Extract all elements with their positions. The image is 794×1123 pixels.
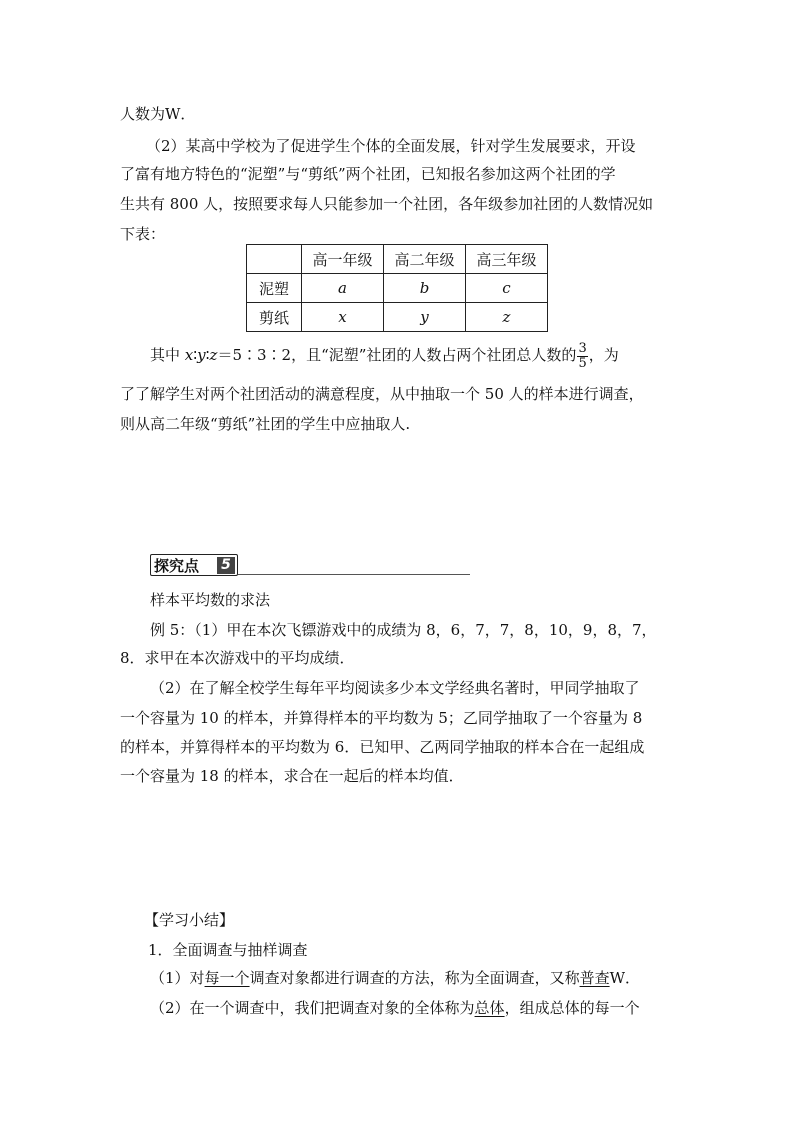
- problem2-line-4: 下表：: [120, 225, 166, 243]
- line-prefix: 其中: [150, 346, 185, 364]
- table-cell: b: [384, 274, 466, 303]
- table-header-cell: 高二年级: [384, 245, 466, 274]
- table-row: [247, 274, 548, 303]
- after-table-line-2: 了了解学生对两个社团活动的满意程度，从中抽取一个 50 人的样本进行调查，: [120, 385, 644, 403]
- line-suffix: ，为: [588, 346, 619, 364]
- table-header-cell: 高一年级: [302, 245, 384, 274]
- table-cell: z: [466, 303, 548, 332]
- problem2-line-1: （2）某高中学校为了促进学生个体的全面发展，针对学生发展要求，开设: [146, 137, 636, 155]
- table-header-cell: [247, 245, 302, 274]
- table-row-label: 剪纸: [247, 303, 302, 332]
- table-cell: y: [384, 303, 466, 332]
- table-header-cell: 高三年级: [466, 245, 548, 274]
- section-badge-label: 探究点: [154, 557, 200, 575]
- example5-line-6: 一个容量为 18 的样本，求合在一起后的样本均值．: [120, 767, 464, 785]
- club-table: [246, 244, 548, 332]
- example5-line-5: 的样本，并算得样本的平均数为 6．已知甲、乙两同学抽取的样本合在一起组成: [120, 738, 645, 756]
- section-header: [150, 554, 470, 578]
- problem2-line-3: 生共有 800 人，按照要求每人只能参加一个社团，各年级参加社团的人数情况如: [120, 195, 654, 213]
- section-rule: [238, 574, 470, 575]
- section-badge: [150, 554, 238, 576]
- table-cell: c: [466, 274, 548, 303]
- ratio-var-x: x: [184, 346, 194, 364]
- text-part: （1）对: [150, 969, 205, 987]
- underlined-term: 普查: [579, 969, 610, 987]
- text-part: W．: [609, 969, 641, 987]
- example5-line-4: 一个容量为 10 的样本，并算得样本的平均数为 5；乙同学抽取了一个容量为 8: [120, 709, 643, 727]
- summary-item1-1: [150, 968, 640, 988]
- fraction-denominator: 5: [578, 355, 587, 371]
- underlined-term: 每一个: [204, 969, 250, 987]
- example5-line-1: 例 5：（1）甲在本次飞镖游戏中的成绩为 8，6，7，7，8，10，9，8，7，: [150, 621, 657, 639]
- fraction-numerator: 3: [578, 340, 587, 356]
- ratio-text: ＝5∶3∶2，且“泥塑”社团的人数占两个社团总人数的: [217, 346, 577, 364]
- ratio-var-y: y: [197, 346, 206, 364]
- after-table-line-1: 其中 x∶y∶z＝5∶3∶2，且“泥塑”社团的人数占两个社团总人数的 $\frac{3}{5}$ ，为: [150, 340, 619, 371]
- example5-line-3: （2）在了解全校学生每年平均阅读多少本文学经典名著时，甲同学抽取了: [150, 679, 640, 697]
- summary-item1-title: 1．全面调查与抽样调查: [148, 941, 308, 959]
- intro-line: 人数为W．: [120, 105, 196, 123]
- example5-line-2: 8．求甲在本次游戏中的平均成绩．: [120, 649, 355, 667]
- ratio-var-z: z: [209, 346, 218, 364]
- summary-heading: 【学习小结】: [144, 911, 235, 929]
- table-row: [247, 303, 548, 332]
- table-row-label: 泥塑: [247, 274, 302, 303]
- table-header-row: [247, 245, 548, 274]
- after-table-line-3: 则从高二年级“剪纸”社团的学生中应抽取人.: [120, 415, 411, 433]
- fraction: [577, 342, 587, 371]
- table-cell: a: [302, 274, 384, 303]
- text-part: 调查对象都进行调查的方法，称为全面调查，又称: [249, 969, 580, 987]
- underlined-term: 总体: [474, 999, 505, 1017]
- section-title: 样本平均数的求法: [150, 591, 271, 609]
- section-badge-number: 5: [217, 557, 235, 574]
- summary-item1-2: [150, 998, 640, 1018]
- table-cell: x: [302, 303, 384, 332]
- problem2-line-2: 了富有地方特色的“泥塑”与“剪纸”两个社团，已知报名参加这两个社团的学: [120, 165, 616, 183]
- text-part: （2）在一个调查中，我们把调查对象的全体称为: [150, 999, 475, 1017]
- text-part: ，组成总体的每一个: [504, 999, 640, 1017]
